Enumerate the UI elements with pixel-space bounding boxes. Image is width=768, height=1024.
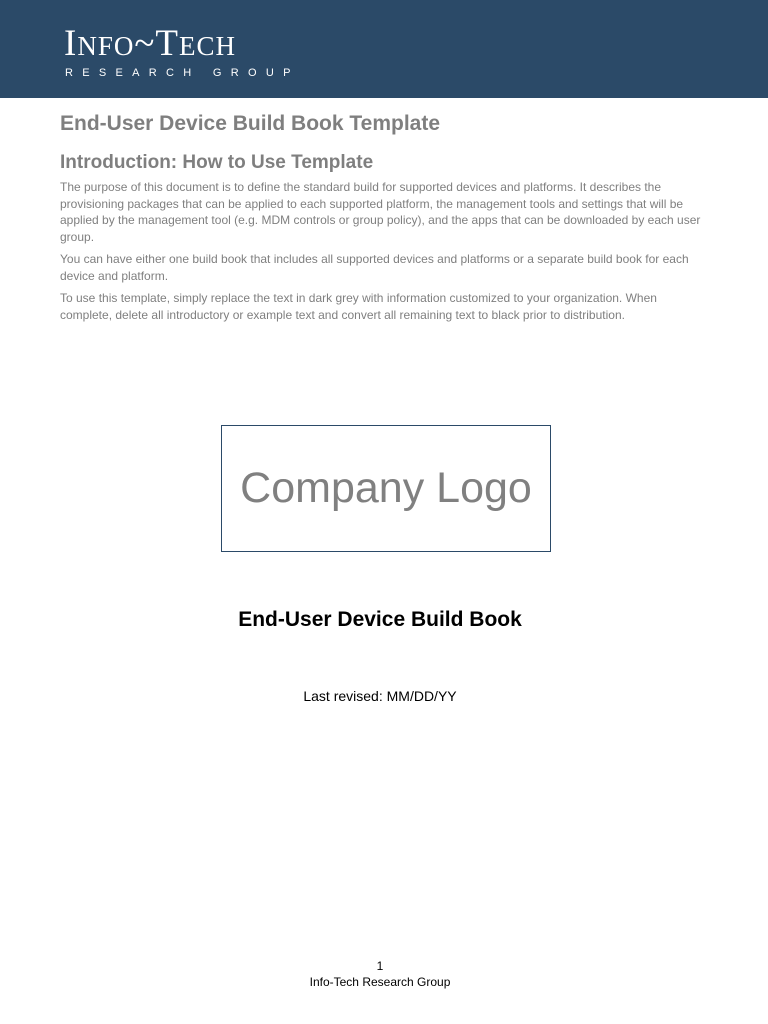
logo-wordmark: INFO~TECH	[64, 23, 236, 64]
logo-subtitle: RESEARCH GROUP	[65, 67, 300, 79]
info-tech-logo	[64, 24, 300, 79]
document-title: End-User Device Build Book Template	[60, 112, 441, 135]
intro-paragraph-usage: To use this template, simply replace the text in dark grey with information customized to your organization. When complete, delete all introductory or example text and convert all remaining text to black prior to distribution.	[60, 291, 657, 322]
intro-paragraph-scope: You can have either one build book that includes all supported devices and platforms or a separate build book for each device and platform.	[60, 252, 689, 283]
page-number: 1	[376, 959, 384, 973]
header-banner	[0, 0, 768, 98]
last-revised: Last revised: MM/DD/YY	[303, 688, 457, 704]
intro-heading: Introduction: How to Use Template	[60, 152, 374, 173]
footer-company: Info-Tech Research Group	[309, 975, 451, 989]
intro-paragraph-purpose: The purpose of this document is to define the standard build for supported devices and platforms. It describes the provisioning packages that can be applied to each supported platform, the management tools and settings that will be applied by the management tool (e.g. MDM controls or group policy), and the apps that can be downloaded by each user group.	[60, 180, 701, 244]
company-logo-placeholder	[221, 425, 551, 552]
cover-title: End-User Device Build Book	[238, 608, 522, 631]
intro-section	[60, 108, 710, 329]
company-logo-text: Company Logo	[240, 464, 532, 512]
page-footer	[0, 958, 760, 990]
